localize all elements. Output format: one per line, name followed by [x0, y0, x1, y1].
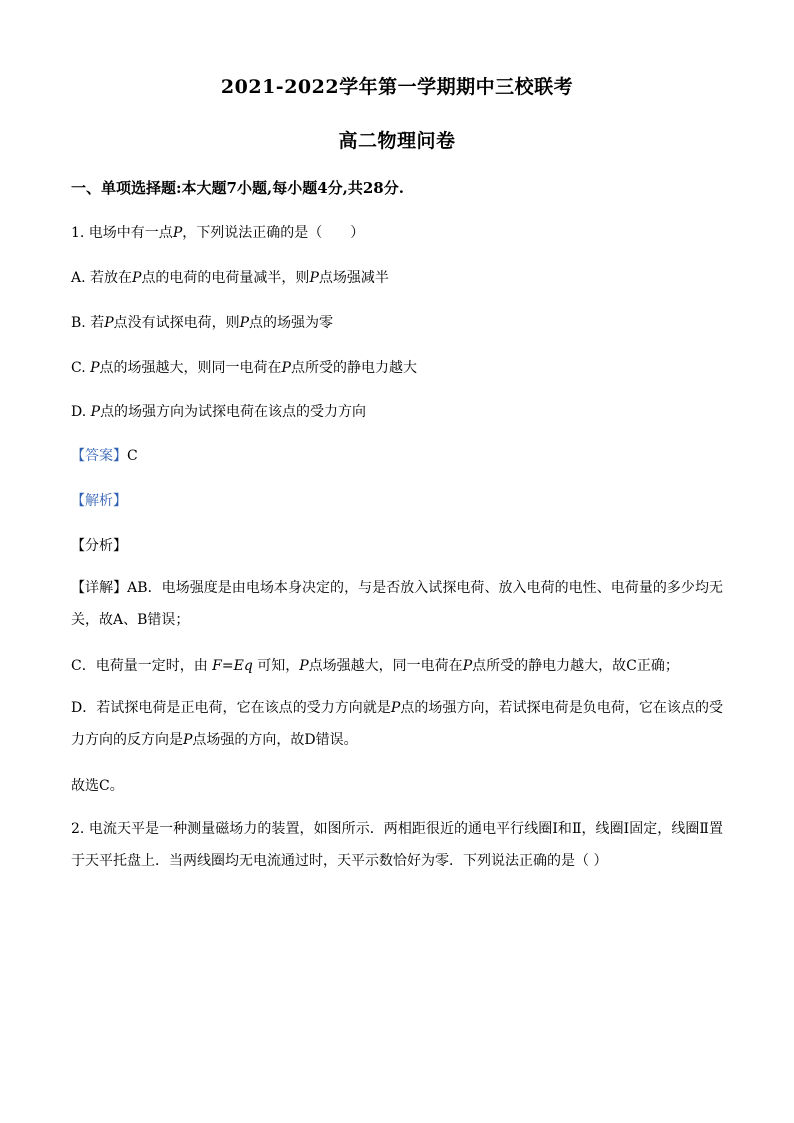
detail-text: 点场强的方向，故D错误。 — [192, 732, 358, 748]
analysis-tag: 【解析】 — [71, 493, 127, 509]
variable-p: P — [299, 658, 309, 674]
detail-text: 点场强越大，同一电荷在 — [308, 658, 463, 674]
option-text: 点所受的静电力越大 — [290, 360, 417, 376]
detail-c — [71, 655, 679, 675]
variable-p: P — [90, 360, 100, 376]
stem-text: ，下列说法正确的是（ ） — [182, 225, 365, 241]
question-2-stem: 2. 电流天平是一种测量磁场力的装置，如图所示．两相距很近的通电平行线圈Ⅰ和Ⅱ，线圈Ⅰ固定，线圈Ⅱ置于天平托盘上．当两线圈均无电流通过时，天平示数恰好为零．下列说法正确的是（ ） — [71, 821, 723, 869]
option-d — [71, 401, 366, 421]
stem-text: 1. 电场中有一点 — [71, 225, 173, 241]
fenxi-tag: 【分析】 — [71, 538, 127, 554]
option-text: B. 若 — [71, 315, 105, 331]
detail-text: 可知， — [252, 658, 300, 674]
variable-p: P — [90, 404, 101, 420]
option-text: C. — [71, 360, 91, 376]
detail-text: C．电荷量一定时，由 — [71, 658, 213, 674]
option-text: 点的电荷的电荷量减半，则 — [141, 270, 310, 286]
variable-p: P — [462, 658, 473, 674]
question-1-stem — [71, 222, 364, 242]
answer-value: C — [127, 448, 138, 464]
variable-p: P — [390, 700, 401, 716]
detail-tag: 【详解】 — [71, 580, 128, 596]
option-text: 点场强减半 — [318, 270, 389, 286]
option-c — [71, 357, 417, 377]
conclusion: 故选C。 — [71, 778, 124, 794]
detail-text: AB．电场强度是由电场本身决定的，与是否放入试探电荷、放入电荷的电性、电荷量的多少均无关，故A、B错误； — [71, 580, 724, 628]
option-a — [71, 267, 389, 287]
page-subtitle: 高二物理问卷 — [338, 130, 456, 152]
variable-p: P — [104, 315, 114, 331]
page-title: 2021-2022学年第一学期期中三校联考 — [220, 76, 574, 98]
section-heading: 一、单项选择题:本大题7小题,每小题4分,共28分. — [71, 179, 404, 197]
formula: F=Eq — [212, 658, 253, 674]
variable-p: P — [132, 270, 142, 286]
option-text: 点的场强为零 — [249, 315, 334, 331]
option-b — [71, 312, 333, 332]
variable-p: P — [183, 732, 193, 748]
option-text: A. 若放在 — [71, 270, 133, 286]
variable-p: P — [172, 225, 183, 241]
variable-p: P — [309, 270, 319, 286]
variable-p: P — [239, 315, 250, 331]
detail-text: 点的场强方向，若试探电荷是负电荷，它在该点的受力方向的反方向是 — [71, 700, 723, 748]
variable-p: P — [281, 360, 291, 376]
detail-text: 点所受的静电力越大，故C正确； — [472, 658, 679, 674]
option-text: D. — [71, 404, 91, 420]
answer-line — [71, 445, 138, 465]
answer-tag: 【答案】 — [71, 448, 127, 464]
option-text: 点没有试探电荷，则 — [113, 315, 240, 331]
detail-text: D．若试探电荷是正电荷，它在该点的受力方向就是 — [71, 700, 391, 716]
detail-ab — [71, 572, 723, 636]
option-text: 点的场强越大，则同一电荷在 — [99, 360, 282, 376]
detail-d — [71, 692, 723, 756]
option-text: 点的场强方向为试探电荷在该点的受力方向 — [100, 404, 367, 420]
